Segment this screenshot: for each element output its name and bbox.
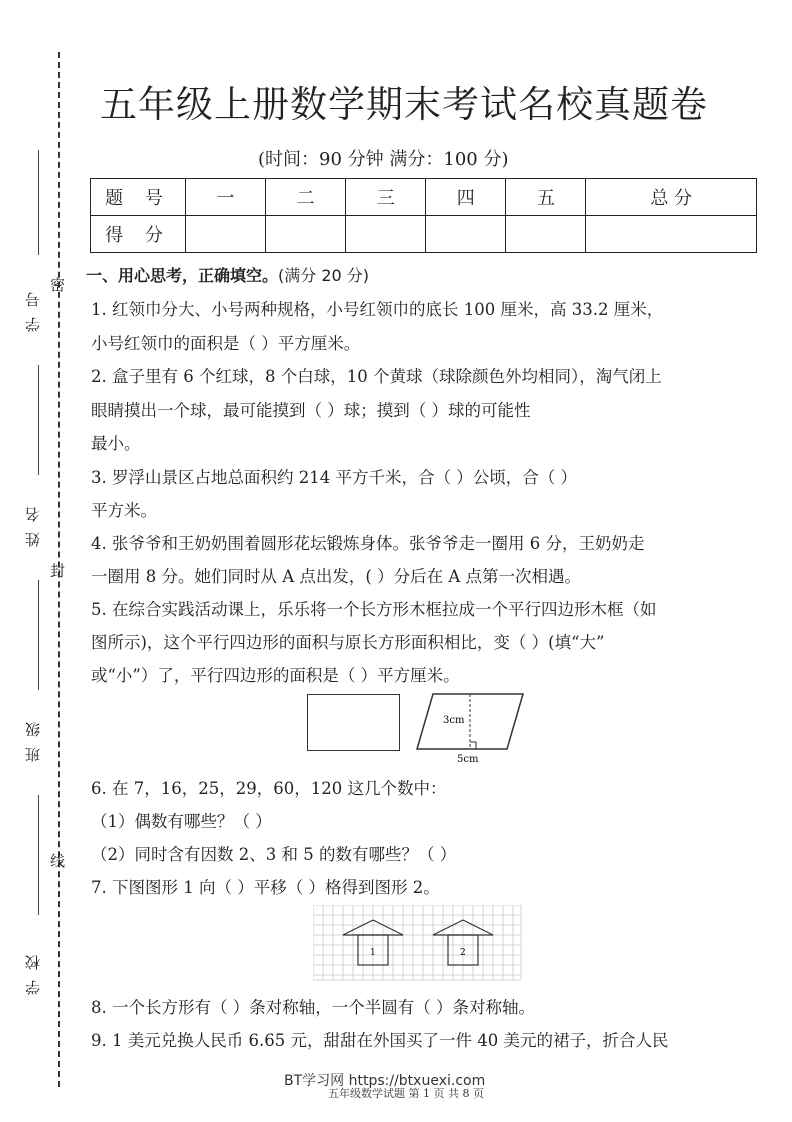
height-label: 3cm xyxy=(443,715,465,726)
student-id-label: 学号 xyxy=(24,282,42,332)
school-label: 学校 xyxy=(24,945,42,995)
seal-char-mi: 密 xyxy=(50,276,66,294)
score-input-cell[interactable] xyxy=(186,216,266,253)
shape-2-label: 2 xyxy=(460,948,466,958)
section-title xyxy=(86,263,369,286)
question-line: 2. 盒子里有 6 个红球，8 个白球，10 个黄球（球除颜色外均相同），淘气闭上 xyxy=(91,367,662,386)
question-line: 或“小”）了，平行四边形的面积是（ ）平方厘米。 xyxy=(91,666,460,685)
score-table-score-row xyxy=(91,216,757,253)
seal-char-xian: 线 xyxy=(50,852,66,870)
score-table-header-row xyxy=(91,179,757,216)
score-table-cell: 二 xyxy=(266,179,346,216)
question-line: 7. 下图图形 1 向（ ）平移（ ）格得到图形 2。 xyxy=(91,878,440,897)
student-name-line xyxy=(38,365,39,475)
section-title-text: 一、用心思考，正确填空。 xyxy=(86,266,279,285)
score-input-cell[interactable] xyxy=(506,216,586,253)
question-line: 一圈用 8 分。她们同时从 A 点出发，( ）分后在 A 点第一次相遇。 xyxy=(91,567,581,586)
question-line: 平方米。 xyxy=(91,501,157,520)
score-input-cell[interactable] xyxy=(266,216,346,253)
score-table-cell: 总 分 xyxy=(586,179,757,216)
rectangle-frame-figure xyxy=(307,694,400,751)
seal-char-feng: 封 xyxy=(50,562,66,580)
page-title: 五年级上册数学期末考试名校真题卷 xyxy=(100,83,708,126)
score-table xyxy=(90,178,757,253)
school-line xyxy=(38,795,39,915)
question-line: 3. 罗浮山景区占地总面积约 214 平方千米，合（ ）公顷，合（ ） xyxy=(91,468,577,487)
question-line: （1）偶数有哪些？（ ） xyxy=(91,812,272,831)
translation-grid-figure xyxy=(313,905,523,983)
shape-1-label: 1 xyxy=(370,948,376,958)
watermark-text: BT学习网 https://btxuexi.com xyxy=(284,1073,486,1089)
question-line: 小号红领巾的面积是（ ）平方厘米。 xyxy=(91,334,361,353)
score-table-cell: 五 xyxy=(506,179,586,216)
question-line: 图所示)，这个平行四边形的面积与原长方形面积相比，变（ ）(填“大” xyxy=(91,633,605,652)
student-id-line xyxy=(38,150,39,255)
question-line: 5. 在综合实践活动课上，乐乐将一个长方形木框拉成一个平行四边形木框（如 xyxy=(91,600,657,619)
score-input-cell[interactable] xyxy=(346,216,426,253)
question-line: 4. 张爷爷和王奶奶围着圆形花坛锻炼身体。张爷爷走一圈用 6 分，王奶奶走 xyxy=(91,534,645,553)
parallelogram-figure xyxy=(415,690,525,765)
base-label: 5cm xyxy=(457,754,479,765)
class-label: 班级 xyxy=(24,712,42,762)
page-info: 五年级数学试题 第 1 页 共 8 页 xyxy=(328,1087,484,1100)
question-line: 1. 红领巾分大、小号两种规格，小号红领巾的底长 100 厘米，高 33.2 厘米， xyxy=(91,300,664,319)
class-line xyxy=(38,580,39,690)
question-line: 眼睛摸出一个球，最可能摸到（ ）球；摸到（ ）球的可能性 xyxy=(91,401,531,420)
question-line: 9. 1 美元兑换人民币 6.65 元，甜甜在外国买了一件 40 美元的裙子，折合人民 xyxy=(91,1031,669,1050)
question-line: 最小。 xyxy=(91,434,141,453)
question-line: 8. 一个长方形有（ ）条对称轴，一个半圆有（ ）条对称轴。 xyxy=(91,998,535,1017)
score-input-cell[interactable] xyxy=(586,216,757,253)
question-line: 6. 在 7，16，25，29，60，120 这几个数中： xyxy=(91,779,447,798)
score-table-cell: 三 xyxy=(346,179,426,216)
score-table-cell: 题 号 xyxy=(91,179,186,216)
student-name-label: 姓名 xyxy=(24,497,42,547)
score-table-cell: 四 xyxy=(426,179,506,216)
exam-time-score: (时间：90 分钟 满分：100 分) xyxy=(258,149,509,170)
score-table-cell: 得 分 xyxy=(91,216,186,253)
score-input-cell[interactable] xyxy=(426,216,506,253)
question-line: （2）同时含有因数 2、3 和 5 的数有哪些？（ ） xyxy=(91,845,457,864)
score-table-cell: 一 xyxy=(186,179,266,216)
section-score-note: (满分 20 分) xyxy=(278,266,370,285)
